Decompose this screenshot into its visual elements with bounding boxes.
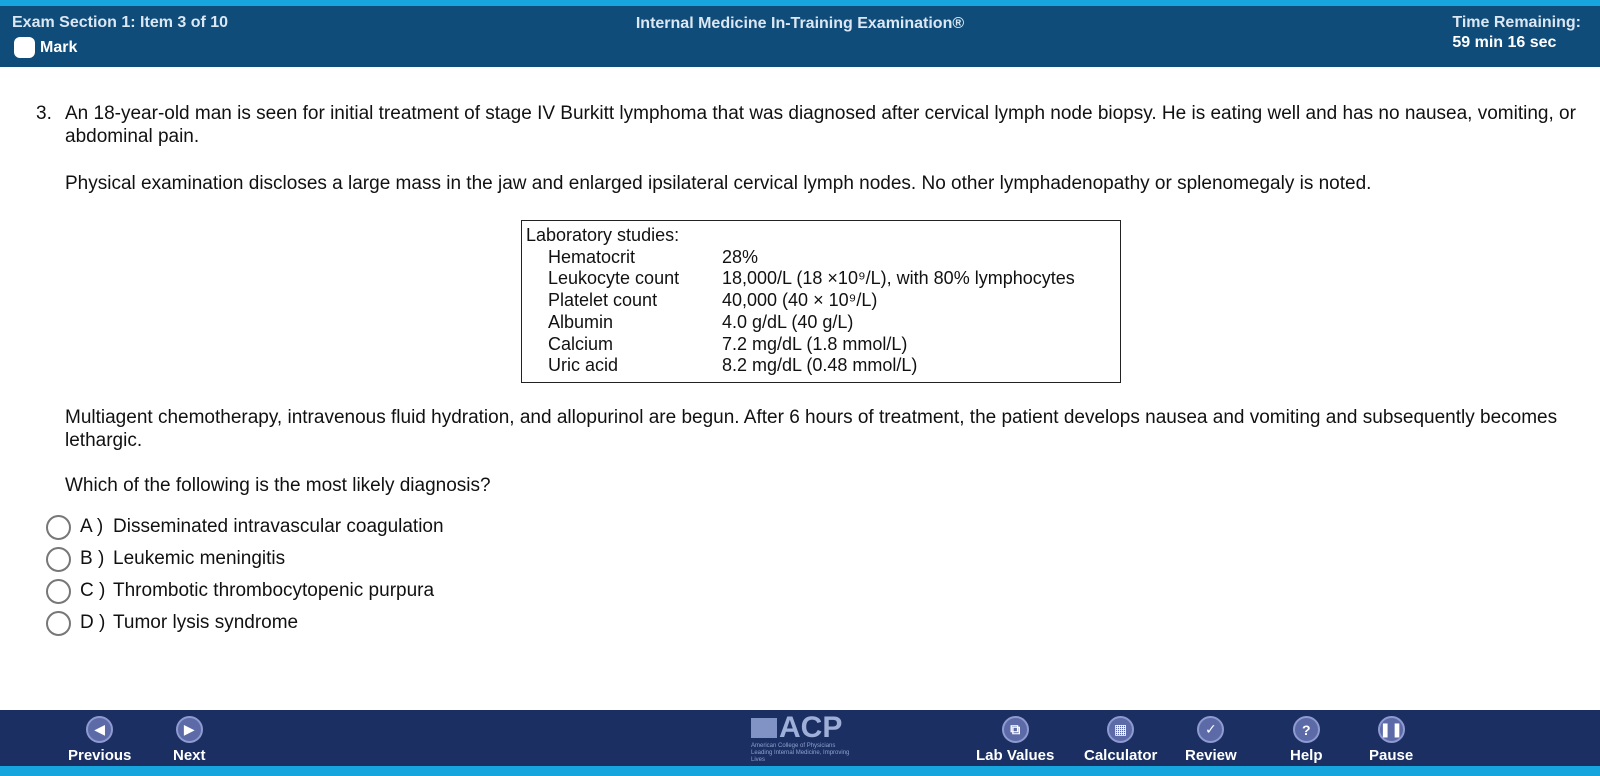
previous-icon: ◀ [86,716,113,743]
question-area [0,67,1600,710]
lab-value: 28% [722,246,759,267]
question-paragraph-2: Physical examination discloses a large mass in the jaw and enlarged ipsilateral cervical lymph nodes. No other lymphadenopathy or splenomegaly is noted. [65,173,1372,194]
lab-row [526,355,1116,377]
radio-button[interactable] [46,579,71,604]
lab-name: Calcium [548,333,614,354]
lab-value: 4.0 g/dL (40 g/L) [722,311,854,332]
exam-title: Internal Medicine In-Training Examination® [635,15,965,32]
radio-button[interactable] [46,547,71,572]
option-text: Leukemic meningitis [113,548,286,569]
mark-label: Mark [40,38,78,56]
lab-row [526,334,1116,356]
calculator-icon: ▦ [1107,716,1134,743]
option-text: Tumor lysis syndrome [113,612,299,633]
lab-studies-table [521,220,1121,383]
time-remaining-value: 59 min 16 sec [1452,34,1557,51]
acp-logo [751,713,851,761]
help-icon: ? [1293,716,1320,743]
lab-row [526,290,1116,312]
answer-option-d[interactable] [46,607,444,639]
question-paragraph-3: Multiagent chemotherapy, intravenous fluid hydration, and allopurinol are begun. After 6 hours of treatment, the patient develops nausea and vomiting and subsequently becomes lethargic. [65,407,1558,451]
option-letter: D ) [80,612,106,633]
logo-subtitle-1: American College of Physicians [751,743,836,749]
radio-button[interactable] [46,611,71,636]
exam-header [0,6,1600,67]
option-letter: A ) [80,516,104,537]
lab-name: Hematocrit [548,246,636,267]
option-text: Disseminated intravascular coagulation [113,516,444,537]
option-text: Thrombotic thrombocytopenic purpura [113,580,435,601]
previous-button[interactable] [68,716,131,764]
lab-row [526,312,1116,334]
time-remaining [1452,14,1581,52]
lab-name: Leukocyte count [548,268,680,289]
answer-options [46,511,444,639]
next-label: Next [173,747,206,764]
question-number: 3. [36,103,52,124]
next-icon: ▶ [176,716,203,743]
question-paragraph-1: An 18-year-old man is seen for initial treatment of stage IV Burkitt lymphoma that was diagnosed after cervical lymph node biopsy. He is eating well and has no nausea, vomiting, or abdominal pain. [65,103,1576,147]
lab-row [526,268,1116,290]
option-letter: C ) [80,580,106,601]
question-continuation [65,406,1580,497]
lab-value: 8.2 mg/dL (0.48 mmol/L) [722,355,918,376]
answer-option-b[interactable] [46,543,444,575]
lab-values-label: Lab Values [976,747,1055,764]
option-letter: B ) [80,548,105,569]
lab-row [526,247,1116,269]
review-label: Review [1185,747,1237,764]
mark-checkbox[interactable] [14,37,35,58]
lab-value: 40,000 (40 × 10⁹/L) [722,290,878,311]
radio-button[interactable] [46,515,71,540]
pause-label: Pause [1369,747,1414,764]
bottom-accent-stripe [0,766,1600,776]
review-button[interactable] [1185,716,1237,764]
logo-subtitle-2: Leading Internal Medicine, Improving Lives [751,750,850,763]
help-label: Help [1290,747,1323,764]
lab-value: 7.2 mg/dL (1.8 mmol/L) [722,333,908,354]
next-button[interactable] [173,716,206,764]
lab-name: Platelet count [548,290,658,311]
answer-option-c[interactable] [46,575,444,607]
pause-button[interactable] [1369,716,1413,764]
acp-flag-icon [751,718,777,738]
exam-footer [0,710,1600,766]
time-remaining-label: Time Remaining: [1452,14,1581,31]
lab-studies-title: Laboratory studies: [526,225,680,245]
pause-icon: ❚❚ [1378,716,1405,743]
calculator-label: Calculator [1084,747,1158,764]
question-stem: Which of the following is the most likely diagnosis? [65,475,491,496]
lab-name: Uric acid [548,355,619,376]
question-text [36,102,1576,219]
previous-label: Previous [68,747,132,764]
mark-toggle[interactable] [12,37,228,58]
section-progress: Exam Section 1: Item 3 of 10 [12,14,229,31]
calculator-button[interactable] [1084,716,1157,764]
lab-name: Albumin [548,311,614,332]
lab-value: 18,000/L (18 ×10⁹/L), with 80% lymphocytes [722,268,1075,289]
lab-values-icon: ⧉ [1002,716,1029,743]
checkmark-icon: ✓ [1197,716,1224,743]
logo-text: ACP [779,711,843,744]
help-button[interactable] [1290,716,1323,764]
lab-values-button[interactable] [976,716,1054,764]
answer-option-a[interactable] [46,511,444,543]
